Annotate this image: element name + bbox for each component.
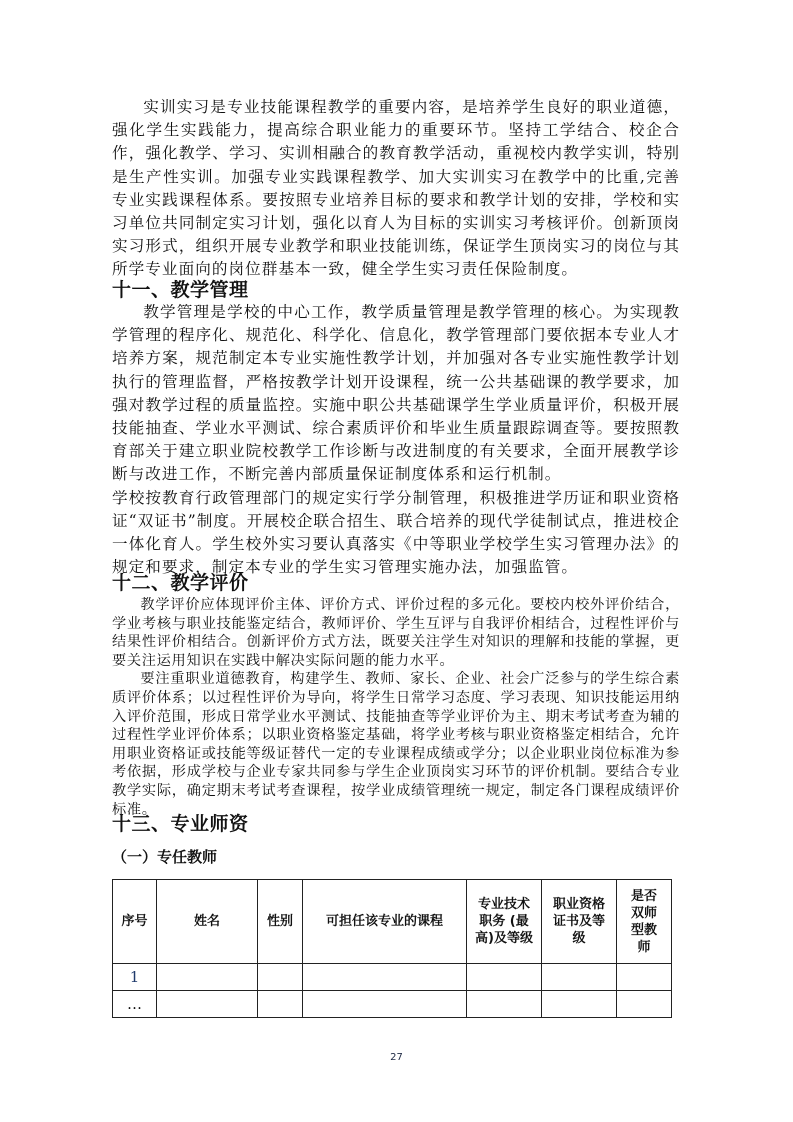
cell-dual-qualified bbox=[617, 991, 672, 1018]
table-row bbox=[113, 991, 672, 1018]
intro-section bbox=[112, 96, 680, 282]
section-teaching-evaluation bbox=[112, 571, 680, 819]
table-header-row bbox=[113, 880, 672, 964]
cell-dual-qualified bbox=[617, 964, 672, 991]
section-heading: 十三、专业师资 bbox=[112, 813, 249, 835]
cell-courses bbox=[303, 991, 467, 1018]
column-header: 姓名 bbox=[157, 880, 258, 964]
page-number: 27 bbox=[390, 1052, 403, 1063]
section-faculty bbox=[112, 812, 680, 868]
cell-gender bbox=[258, 991, 303, 1018]
body-paragraph: 要注重职业道德教育，构建学生、教师、家长、企业、社会广泛参与的学生综合素质评价体系；以过程性评价为导向，将学生日常学习态度、学习表现、知识技能运用纳入评价范围，形成日常学业水平测试、技能抽查等学业评价为主、期末考试考查为辅的过程性学业评价体系；以职业资格鉴定基础，将学业考核与职业资格鉴定相结合，允许用职业资格证或技能等级证替代一定的专业课程成绩或学分；以企业职业岗位标准为参考依据，形成学校与企业专家共同参与学生企业顶岗实习环节的评价机制。要结合专业教学实际，确定期末考试考查课程，按学业成绩管理统一规定，制定各门课程成绩评价标准。 bbox=[112, 671, 680, 818]
column-header: 专业技术职务 (最高)及等级 bbox=[467, 880, 542, 964]
cell-certificate bbox=[542, 964, 617, 991]
section-teaching-management bbox=[112, 278, 680, 579]
body-paragraph: 教学管理是学校的中心工作，教学质量管理是教学管理的核心。为实现教学管理的程序化、规范化、科学化、信息化，教学管理部门要依据本专业人才培养方案，规范制定本专业实施性教学计划，并加强对各专业实施性教学计划执行的管理监督，严格按教学计划开设课程，统一公共基础课的教学要求，加强对教学过程的质量监控。实施中职公共基础课学生学业质量评价，积极开展技能抽查、学业水平测试、综合素质评价和毕业生质量跟踪调查等。要按照教育部关于建立职业院校教学工作诊断与改进制度的有关要求，全面开展教学诊断与改进工作，不断完善内部质量保证制度体系和运行机制。 bbox=[112, 303, 680, 484]
cell-title bbox=[467, 964, 542, 991]
column-header: 序号 bbox=[113, 880, 157, 964]
column-header: 职业资格证书及等级 bbox=[542, 880, 617, 964]
cell-title bbox=[467, 991, 542, 1018]
section-heading: 十一、教学管理 bbox=[112, 279, 249, 301]
cell-index: … bbox=[113, 991, 157, 1018]
cell-name bbox=[157, 991, 258, 1018]
cell-name bbox=[157, 964, 258, 991]
cell-courses bbox=[303, 964, 467, 991]
column-header: 性别 bbox=[258, 880, 303, 964]
cell-gender bbox=[258, 964, 303, 991]
full-time-teachers-table bbox=[112, 879, 672, 1018]
column-header: 是否双师型教师 bbox=[617, 880, 672, 964]
table-row bbox=[113, 964, 672, 991]
section-heading: 十二、教学评价 bbox=[112, 572, 249, 594]
cell-certificate bbox=[542, 991, 617, 1018]
body-paragraph: 教学评价应体现评价主体、评价方式、评价过程的多元化。要校内校外评价结合，学业考核与职业技能鉴定结合，教师评价、学生互评与自我评价相结合，过程性评价与结果性评价相结合。创新评价方式方法，既要关注学生对知识的理解和技能的掌握，更要关注运用知识在实践中解决实际问题的能力水平。 bbox=[112, 597, 680, 669]
intro-paragraph: 实训实习是专业技能课程教学的重要内容，是培养学生良好的职业道德，强化学生实践能力，提高综合职业能力的重要环节。坚持工学结合、校企合作，强化教学、学习、实训相融合的教育教学活动，重视校内教学实训，特别是生产性实训。加强专业实践课程教学、加大实训实习在教学中的比重,完善专业实践课程体系。要按照专业培养目标的要求和教学计划的安排，学校和实习单位共同制定实习计划，强化以育人为目标的实训实习考核评价。创新顶岗实习形式，组织开展专业教学和职业技能训练，保证学生顶岗实习的岗位与其所学专业面向的岗位群基本一致，健全学生实习责任保险制度。 bbox=[112, 98, 680, 279]
column-header: 可担任该专业的课程 bbox=[303, 880, 467, 964]
body-paragraph: 学校按教育行政管理部门的规定实行学分制管理，积极推进学历证和职业资格证“双证书”制度。开展校企联合招生、联合培养的现代学徒制试点，推进校企一体化育人。学生校外实习要认真落实《中等职业学校学生实习管理办法》的规定和要求，制定本专业的学生实习管理实施办法，加强监管。 bbox=[112, 488, 680, 577]
cell-index: 1 bbox=[113, 964, 157, 991]
subsection-heading: （一）专任教师 bbox=[112, 848, 218, 866]
